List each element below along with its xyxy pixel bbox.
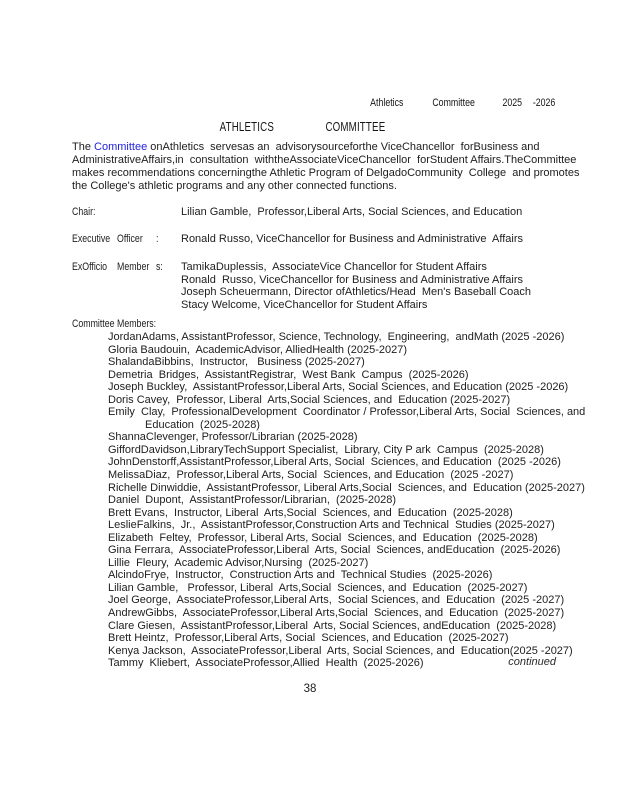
member-entry: AndrewGibbs, AssociateProfessor,Liberal Arts,Social Sciences, and Education (2025-2027) <box>108 607 565 620</box>
committee-members-list <box>108 331 608 670</box>
member-entry: Joseph Buckley, AssistantProfessor,Liberal Arts, Social Sciences, and Education (2025 -2026) <box>108 381 569 394</box>
ex-officio-member: Stacy Welcome, ViceChancellor for Student Affairs <box>181 298 428 311</box>
member-entry: Lillie Fleury, Academic Advisor,Nursing (2025-2027) <box>108 556 369 569</box>
committee-link[interactable]: Committee <box>94 141 148 153</box>
member-entry: Emily Clay, ProfessionalDevelopment Coordinator / Professor,Liberal Arts, Social Sciences, and <box>108 406 586 419</box>
ex-officio-member: TamikaDuplessis, AssociateVice Chancellor for Student Affairs <box>181 261 487 273</box>
member-entry: Joel George, AssociateProfessor,Liberal Arts, Social Sciences, and Education (2025 -2027) <box>108 594 565 607</box>
member-entry: Doris Cavey, Professor, Liberal Arts,Social Sciences, and Education (2025-2027) <box>108 393 511 406</box>
running-header <box>0 97 558 109</box>
member-entry: Lilian Gamble, Professor, Liberal Arts,Social Sciences, and Education (2025-2027) <box>108 581 528 594</box>
member-entry: Elizabeth Feltey, Professor, Liberal Arts, Social Sciences, and Education (2025-2028) <box>108 531 538 544</box>
ex-officio-label-word: Member <box>117 261 150 273</box>
member-entry: Richelle Dinwiddie, AssistantProfessor, Liberal Arts,Social Sciences, and Education (2025-2027) <box>108 481 585 494</box>
page-number: 38 <box>303 683 317 695</box>
page-title <box>0 120 606 134</box>
ex-officio-member: Joseph Scheuermann, Director ofAthletics/Head Men's Baseball Coach <box>181 286 532 299</box>
member-entry: Tammy Kliebert, AssociateProfessor,Allied Health (2025-2026) <box>108 657 424 670</box>
member-entry: Gina Ferrara, AssociateProfessor,Liberal Arts, Social Sciences, andEducation (2025-2026) <box>108 544 561 557</box>
member-entry: GiffordDavidson,LibraryTechSupport Specialist, Library, City P ark Campus (2025-2028) <box>108 443 544 456</box>
ex-officio-member: Ronald Russo, ViceChancellor for Business and Administrative Affairs <box>181 273 523 286</box>
member-entry: Demetria Bridges, AssistantRegistrar, West Bank Campus (2025-2026) <box>108 368 469 381</box>
member-entry: Kenya Jackson, AssociateProfessor,Liberal Arts, Social Sciences, and Education(2025 -2027) <box>108 644 573 657</box>
running-header-word: Athletics <box>369 97 404 109</box>
member-entry: JohnDenstorff,AssistantProfessor,Liberal Arts, Social Sciences, and Education (2025 -2026) <box>108 456 561 469</box>
member-entry: LeslieFalkins, Jr., AssistantProfessor,Construction Arts and Technical Studies (2025-2027) <box>108 519 555 532</box>
chair-label-word: Chair: <box>72 206 96 218</box>
member-entry: ShannaClevenger, Professor/Librarian (2025-2028) <box>108 431 358 444</box>
members-label-word: Members: <box>117 318 157 330</box>
executive-officer-value: Ronald Russo, ViceChancellor for Business and Administrative Affairs <box>181 233 523 245</box>
member-entry: Brett Evans, Instructor, Liberal Arts,Social Sciences, and Education (2025-2028) <box>108 506 513 519</box>
executive-label-word: Officer <box>117 233 143 245</box>
members-label-word: Committee <box>72 318 115 330</box>
member-entry: AlcindoFrye, Instructor, Construction Arts and Technical Studies (2025-2026) <box>108 569 493 582</box>
member-entry: Gloria Baudouin, AcademicAdvisor, AlliedHealth (2025-2027) <box>108 343 408 356</box>
member-entry: ShalandaBibbins, Instructor, Business (2025-2027) <box>108 356 365 369</box>
ex-officio-values <box>181 261 592 311</box>
chair-row <box>72 206 592 218</box>
executive-officer-row <box>72 233 592 245</box>
running-header-word: -2026 <box>532 97 556 109</box>
member-entry: Clare Giesen, AssistantProfessor,Liberal Arts, Social Sciences, andEducation (2025-2028) <box>108 619 557 632</box>
intro-text-post: onAthletics servesas an advisorysourceforthe ViceChancellor forBusiness and AdministrativeAffairs,in consultation withtheAssociateViceChancellor forStudent Affairs.TheCommittee makes recommendations concerningthe Athletic Program of DelgadoCommunity College and promotes the College's athletic programs and any other connected functions. <box>72 141 583 192</box>
member-entry: Brett Heintz, Professor,Liberal Arts, Social Sciences, and Education (2025-2027) <box>108 632 509 645</box>
member-entry: Education (2025-2028) <box>145 418 260 431</box>
page-title-word: ATHLETICS <box>219 120 274 134</box>
continued-note: continued <box>508 656 556 668</box>
running-header-word: Committee <box>432 97 476 109</box>
executive-label-word: Executive <box>72 233 111 245</box>
executive-label-word: : <box>156 233 159 245</box>
member-entry: Daniel Dupont, AssistantProfessor/Librarian, (2025-2028) <box>108 494 396 507</box>
ex-officio-row <box>72 261 592 311</box>
intro-text-pre: The <box>72 141 95 153</box>
ex-officio-label-word: s: <box>156 261 163 273</box>
member-entry: MelissaDiaz, Professor,Liberal Arts, Social Sciences, and Education (2025 -2027) <box>108 469 514 482</box>
page-title-word: COMMITTEE <box>325 120 386 134</box>
chair-value: Lilian Gamble, Professor,Liberal Arts, Social Sciences, and Education <box>181 206 523 218</box>
running-header-word: 2025 <box>502 97 523 109</box>
ex-officio-label-word: ExOfficio <box>72 261 108 273</box>
member-entry: JordanAdams, AssistantProfessor, Science, Technology, Engineering, andMath (2025 -2026) <box>108 331 565 343</box>
intro-paragraph <box>72 141 586 193</box>
